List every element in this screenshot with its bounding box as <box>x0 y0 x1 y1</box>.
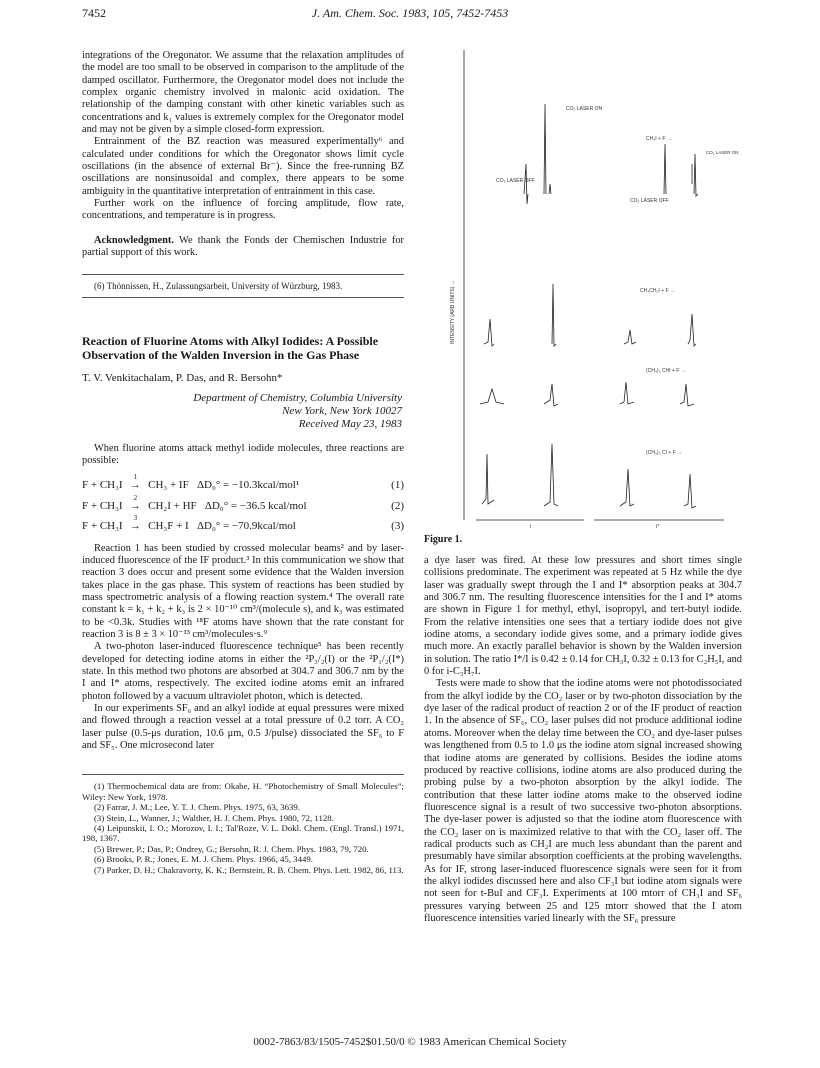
page-number: 7452 <box>82 6 106 20</box>
peak <box>482 454 494 504</box>
left-column <box>82 50 404 875</box>
peak <box>524 164 528 204</box>
label-co2-laser-on: CO₂ LASER ON <box>706 150 739 155</box>
received-date: Received May 23, 1983 <box>298 418 402 431</box>
label-co2-on: CO₂ LASER ON <box>566 106 603 112</box>
equation <box>82 514 404 533</box>
peak <box>664 144 666 194</box>
affiliation-line: Department of Chemistry, Columbia University <box>193 392 402 405</box>
equation <box>82 473 404 492</box>
reaction-arrow: 3 → <box>129 514 141 533</box>
paragraph: A two-photon laser-induced fluorescence technique⁵ has been recently developed for detecting iodine atoms in either the ²P₃/₂(I) or the ²P₁/₂(I*) state. In this method two photons are absorbed at 304.7 and 306.7 nm by the I and I* atoms, respectively. The excited iodine atoms emit an infrared photon followed by a vacuum ultraviolet photon, which is detected. <box>82 641 404 702</box>
label-ch3i: CH₃I + F → <box>646 136 672 142</box>
footnote: (4) Leipunskii, I. O.; Morozov, I. I.; Tal'Roze, V. L. Dokl. Chem. (Engl. Transl.) 1971, 198, 1367. <box>82 822 404 844</box>
equation-number: (1) <box>391 479 404 492</box>
affiliation-line: New York, New York 10027 <box>282 405 402 418</box>
divider <box>82 274 404 275</box>
acknowledgment-text: We thank the Fonds der Chemischen Industrie for partial support of this work. <box>82 234 405 259</box>
paragraph: In our experiments SF₆ and an alkyl iodide at equal pressures were mixed and flowed through a reaction vessel at a total pressure of 0.2 torr. A CO₂ laser pulse (0.5-μs duration, 10.6 μm, 0.5 J/pulse) dissociated the SF₆ to F and SF₅. One microsecond later <box>82 702 404 751</box>
y-axis-label: INTENSITY (ARB UNITS) → <box>450 280 456 344</box>
label-ipr: (CH₃)₂ CHI + F → <box>646 368 686 374</box>
footnote: (7) Parker, D. H.; Chakravorty, K. K.; Bernstein, R. B. Chem. Phys. Lett. 1982, 86, 113. <box>94 864 404 875</box>
page-footer: 0002-7863/83/1505-7452$01.50/0 © 1983 American Chemical Society <box>253 1036 567 1048</box>
peak <box>694 154 698 196</box>
paragraph: When fluorine atoms attack methyl iodide molecules, three reactions are possible: <box>82 442 404 467</box>
paragraph: Tests were made to show that the iodine atoms were not photodissociated from the alkyl iodide by the CO₂ laser or by two-photon dissociation by the dye laser of the radical product of reaction 2 or of the IF product of reaction 1. In the absence of SF₆, CO₂ laser pulses did not produce additional iodine atoms. Moreover when the delay time between the CO₂ and dye-laser pulses was lengthened from 0.5 to 1.0 μs the iodine atom signal increased showing that iodine atoms are generated by collisions. Besides the iodine atoms produced by reactive collisions, iodine atoms are also produced during the probing pulse by a two-photon absorption by the alkyl iodide. The contribution that these latter iodine atoms make to the observed iodine fluorescence signal is a result of two successive two-photon absorptions. The dye-laser power is adjusted so that the iodine atom fluorescence with the CO₂ laser on is maximized relative to that with the CO₂ laser off. The radical products such as CH₂I are much less abundant than the parent and presumably have similar absorption coefficients at the probing wavelengths. As for IF, strong laser-induced fluorescence signals were seen for it from the alkyl iodides discussed here and also CF₃I but iodine atom signals were not seen for t-BuI and CF₃I. Experiments at 100 mtorr of CH₃I and SF₆ pressures varying between 25 and 125 mtorr showed that the I atom fluorescence intensities varied linearly with the SF₆ pressure <box>424 678 742 924</box>
acknowledgment-label: Acknowledgment. <box>94 234 174 246</box>
equation-body: F + CH₃I 3 → CH₃F + I ΔD₀° = −70.9kcal/mol <box>82 514 296 533</box>
x-label-I: I <box>530 524 532 530</box>
footnote: (6) Brooks, P. R.; Jones, E. M. J. Chem. Phys. 1966, 45, 3449. <box>94 854 313 865</box>
label-co2-off: CO₂ LASER OFF <box>630 198 669 204</box>
peak <box>484 319 494 346</box>
peak <box>624 330 636 344</box>
acknowledgment <box>82 235 404 260</box>
equations <box>82 473 404 533</box>
equation-number: (2) <box>391 499 404 512</box>
paragraph: integrations of the Oregonator. We assume that the relaxation amplitudes of the model are too small to be observed in comparison to the amplitude of the damped oscillator. Furthermore, the Oregonator model does not include the complex organic chemistry involved in malonic acid oxidation. The relationship of the damping constant with other kinetic variables such as concentrations and k₁ values is extremely complex for the Oregonator model and may not be given by a simple closed-form expression. <box>82 50 404 136</box>
equation-body: F + CH₃I 2 → CH₂I + HF ΔD₀° = −36.5 kcal/mol <box>82 493 307 512</box>
footnote: (1) Thermochemical data are from: Okabe, H. “Photochemistry of Small Molecules”; Wiley: New York, 1978. <box>82 781 404 802</box>
peak <box>552 284 556 346</box>
footnotes <box>82 781 404 875</box>
reaction-arrow: 1 → <box>129 473 141 492</box>
divider <box>82 297 404 298</box>
equation-body: F + CH₃I 1 → CH₃ + IF ΔD₀° = −10.3kcal/mol¹ <box>82 473 300 492</box>
paragraph: a dye laser was fired. At these low pressures and short times single collisions predominate. The experiment was repeated at 5 Hz while the dye laser was gradually swept through the I and I* absorption peaks at 304.7 and 306.7 nm. The resulting fluorescence intensities for the I and I* atoms are shown in Figure 1 for methyl, ethyl, isopropyl, and tert-butyl iodide. From the relative intensities one sees that a tertiary iodide does not give iodine atoms, a secondary iodide gives some, and a primary iodide gives much more. An exactly parallel behavior is shown by the Walden inversion in solution. The ratio I*/I is 0.42 ± 0.14 for CH₃I, 0.32 ± 0.13 for C₂H₅I, and 0 for i-C₃H₇I. <box>424 555 742 678</box>
article-title: Reaction of Fluorine Atoms with Alkyl Iodides: A Possible Observation of the Walden Inversion in the Gas Phase <box>82 334 379 363</box>
right-column <box>424 555 742 925</box>
figure-caption: Figure 1. <box>424 534 463 545</box>
peak <box>544 384 558 406</box>
label-ch3ch2i: CH₃CH₂I + F → <box>640 288 675 294</box>
journal-running-head: J. Am. Chem. Soc. 1983, 105, 7452-7453 <box>311 6 509 20</box>
peak <box>480 389 504 404</box>
peak <box>680 384 694 406</box>
authors: T. V. Venkitachalam, P. Das, and R. Bersohn* <box>82 372 283 385</box>
equation <box>82 493 404 512</box>
peak <box>544 444 558 506</box>
peak <box>544 104 551 194</box>
label-co2-off: CO₂ LASER OFF <box>496 178 535 184</box>
x-label-Istar: I* <box>656 524 660 530</box>
paragraph: Further work on the influence of forcing amplitude, flow rate, concentrations, and temperature is in progress. <box>82 198 404 222</box>
peak <box>620 382 634 404</box>
peak <box>684 474 696 508</box>
figure-1 <box>424 44 742 545</box>
figure-spectra <box>424 44 742 530</box>
reaction-arrow: 2 → <box>129 493 141 512</box>
paragraph: Entrainment of the BZ reaction was measured experimentally⁶ and calculated under conditions for which the Oregonator shows limit cycle oscillations (in the absence of external Br⁻). Since the free-running BZ oscillations are nonsinusoidal and complex, there appears to be some ambiguity in the quantitative interpretation of entrainment in this case. <box>82 136 404 197</box>
footnote: (2) Farrar, J. M.; Lee, Y. T. J. Chem. Phys. 1975, 63, 3639. <box>94 802 301 813</box>
paragraph: Reaction 1 has been studied by crossed molecular beams² and by laser-induced fluorescence of the IF product.³ In this communication we show that reaction 3 does occur and present some evidence that the Walden inversion takes place in the gas phase. This system of reactions has been studied by mass spectrometric analysis of a flowing reaction system.⁴ The overall rate constant k = k₁ + k₂ + k₃ is 2 × 10⁻¹⁰ cm³/(molecule s), and k₃ was estimated to be <0.3k. Studies with ¹⁸F atoms have shown that the rate constant for reaction 3 is 8 ± 3 × 10⁻¹³ cm³/molecules·s.⁹ <box>82 542 404 640</box>
equation-number: (3) <box>391 520 404 533</box>
peak <box>620 469 634 506</box>
divider <box>82 774 404 775</box>
label-tbu: (CH₃)₃ CI + F → <box>646 450 683 456</box>
peak <box>688 314 696 346</box>
footnote: (5) Brewer, P.; Das, P.; Ondrey, G.; Bersohn, R. J. Chem. Phys. 1983, 79, 720. <box>94 843 369 854</box>
footnote: (6) Thönnissen, H., Zulassungsarbeit, University of Würzburg, 1983. <box>94 280 343 291</box>
footnote: (3) Stein, L., Wanner, J.; Walther, H. J. Chem. Phys. 1980, 72, 1128. <box>94 812 334 823</box>
